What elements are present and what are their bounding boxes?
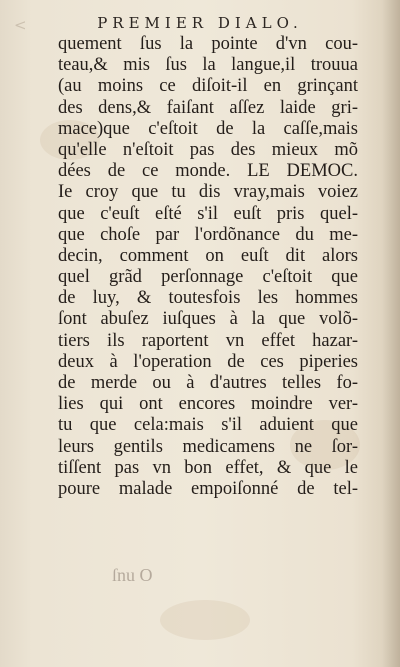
running-header: PREMIER DIALO. (97, 14, 303, 32)
text-line: des dens,& faiſant aſſez laide gri- (58, 97, 358, 118)
text-line: mace)que c'eſtoit de la caſſe,mais (58, 118, 358, 139)
text-line: Ie croy que tu dis vray,mais voiez (58, 182, 358, 203)
text-line: que c'euſt eſté s'il euſt pris quel- (58, 203, 358, 224)
show-through-mark: < (14, 16, 27, 34)
text-line: que choſe par l'ordõnance du me- (58, 224, 358, 245)
text-line: tiers ils raportent vn effet hazar- (58, 330, 358, 351)
text-line: deux à l'operation de ces piperies (58, 351, 358, 372)
text-line: leurs gentils medicamens ne ſor- (58, 436, 358, 457)
text-line: tiſſent pas vn bon effet, & que le (58, 457, 358, 478)
paper-stain (160, 600, 250, 640)
text-line: de luy, & toutesfois les hommes (58, 288, 358, 309)
text-line: decin, comment on euſt dit alors (58, 245, 358, 266)
catchword: ſnu O (112, 565, 153, 585)
text-line: tu que cela:mais s'il aduient que (58, 415, 358, 436)
body-text (58, 34, 358, 500)
text-line: poure malade empoiſonné de tel- (58, 478, 358, 499)
text-line: lies qui ont encores moindre ver- (58, 394, 358, 415)
text-line: qu'elle n'eſtoit pas des mieux mõ (58, 139, 358, 160)
text-line: quement ſus la pointe d'vn cou- (58, 34, 358, 54)
text-line: (au moins ce diſoit-il en grinçant (58, 76, 358, 97)
text-line: teau,& mis ſus la langue,il trouua (58, 55, 358, 76)
text-line: dées de ce monde. LE DEMOC. (58, 161, 358, 182)
page-edge-shadow (382, 0, 400, 667)
text-line: quel grãd perſonnage c'eſtoit que (58, 267, 358, 288)
text-line: de merde ou à d'autres telles fo- (58, 373, 358, 393)
text-line: ſont abuſez iuſques à la que volõ- (58, 309, 358, 330)
